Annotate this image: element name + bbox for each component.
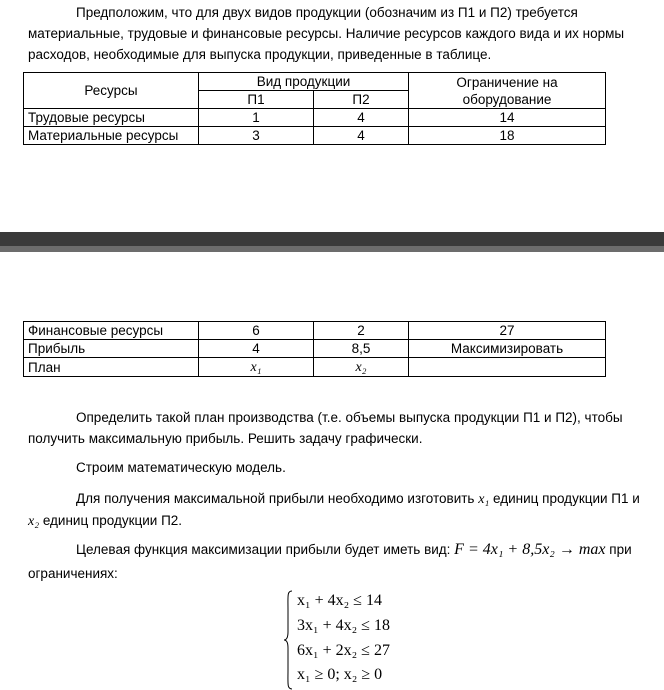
row-p1: 6	[199, 322, 314, 340]
row-limit: 18	[409, 127, 606, 145]
header-p1: П1	[199, 91, 314, 109]
header-resources: Ресурсы	[24, 73, 199, 109]
table-row	[24, 322, 606, 340]
brace-icon	[283, 590, 293, 690]
page-break-dark	[0, 232, 664, 246]
header-p2: П2	[314, 91, 409, 109]
row-limit: 27	[409, 322, 606, 340]
constraint-line: 3x₁ + 4x₂ ≤ 18	[297, 617, 390, 634]
table-row	[24, 127, 606, 145]
table-row	[24, 109, 606, 127]
row-limit: 14	[409, 109, 606, 127]
row-limit: Максимизировать	[409, 340, 606, 358]
row-p2: 4	[314, 127, 409, 145]
row-p2: x₂	[314, 358, 409, 377]
table-row	[24, 340, 606, 358]
objective-paragraph: Целевая функция максимизации прибыли будет иметь вид: F = 4x₁ + 8,5x₂ → max при ограничениях:	[28, 541, 632, 581]
constraint-line: x₁ ≥ 0; x₂ ≥ 0	[297, 666, 383, 683]
row-p2: 2	[314, 322, 409, 340]
constraints-system	[283, 590, 413, 690]
row-limit	[409, 358, 606, 377]
model-line: Строим математическую модель.	[76, 460, 286, 475]
constraint-line: 6x₁ + 2x₂ ≤ 27	[297, 642, 390, 659]
row-name: Трудовые ресурсы	[24, 109, 199, 127]
row-p1: 1	[199, 109, 314, 127]
resources-table-top	[23, 72, 606, 145]
intro-paragraph: Предположим, что для двух видов продукции (обозначим из П1 и П2) требуется материальные, трудовые и финансовые ресурсы. Наличие ресурсов каждого вида и их нормы расходов, необходимые для выпуска продукции, приведенные в таблице.	[28, 5, 625, 62]
row-name: План	[24, 358, 199, 377]
table-row	[24, 358, 606, 377]
profit-paragraph: Для получения максимальной прибыли необходимо изготовить x₁ единиц продукции П1 и x₂ единиц продукции П2.	[28, 491, 640, 529]
row-name: Прибыль	[24, 340, 199, 358]
row-name: Материальные ресурсы	[24, 127, 199, 145]
row-p1: 4	[199, 340, 314, 358]
task-paragraph: Определить такой план производства (т.е. объемы выпуска продукции П1 и П2), чтобы получить максимальную прибыль. Решить задачу графически.	[28, 410, 623, 446]
resources-table-bottom	[23, 321, 606, 377]
header-limit: Ограничение на оборудование	[409, 73, 606, 109]
row-p1: 3	[199, 127, 314, 145]
row-p2: 4	[314, 109, 409, 127]
header-product-type: Вид продукции	[199, 73, 409, 91]
objective-formula: F = 4x₁ + 8,5x₂ → max	[454, 541, 606, 558]
row-p1: x₁	[199, 358, 314, 377]
row-p2: 8,5	[314, 340, 409, 358]
constraint-line: x₁ + 4x₂ ≤ 14	[297, 592, 382, 609]
row-name: Финансовые ресурсы	[24, 322, 199, 340]
page-break-light	[0, 246, 664, 252]
